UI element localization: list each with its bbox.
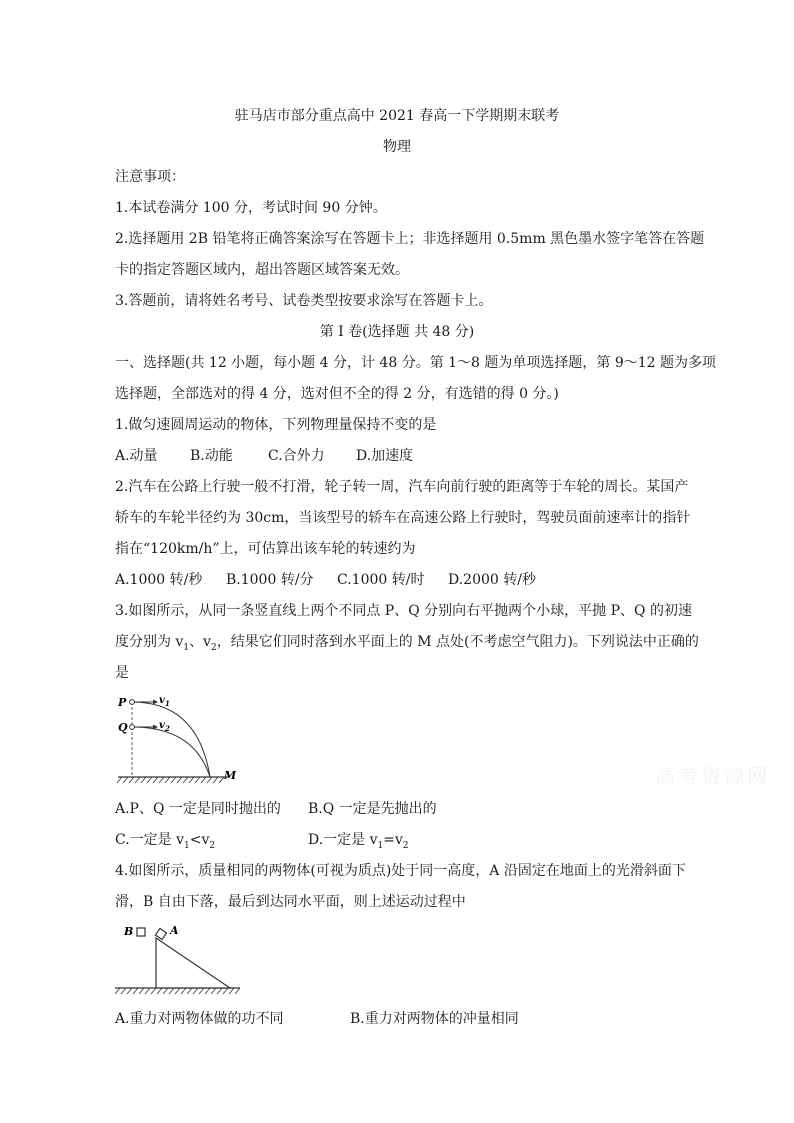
q3-option-a: A.P、Q 一定是同时抛出的 [115, 801, 281, 817]
q3-option-d-text: D.一定是 v [308, 832, 378, 848]
ground-hatch [115, 988, 240, 994]
block-b [137, 928, 145, 936]
q1-option-c: C.合外力 [268, 448, 325, 464]
q3-line-2-text-c: ，结果它们同时落到水平面上的 M 点处(不考虑空气阻力)。下列说法中正确的 [216, 634, 699, 650]
trajectory-q [132, 727, 210, 777]
note-item-3: 3.答题前，请将姓名考号、试卷类型按要求涂写在答题卡上。 [115, 293, 493, 309]
projectile-figure [110, 690, 250, 790]
q1-option-d: D.加速度 [356, 448, 414, 464]
section-intro-line-1: 一、选择题(共 12 小题，每小题 4 分，计 48 分。第 1～8 题为单项选择题，第 9～12 题为多项 [115, 355, 717, 371]
q3-line-2-text-b: 、v [189, 634, 212, 650]
q3-line-2-text-a: 度分别为 v [115, 634, 184, 650]
block-a [155, 928, 166, 939]
trajectory-p [132, 702, 210, 777]
exam-title: 驻马店市部分重点高中 2021 春高一下学期期末联考 [234, 108, 560, 124]
q2-option-c: C.1000 转/时 [337, 572, 425, 588]
label-m: M [224, 769, 237, 782]
label-a: A [170, 924, 179, 937]
note-item-1: 1.本试卷满分 100 分，考试时间 90 分钟。 [115, 200, 387, 216]
ball-q [130, 725, 135, 730]
q1-option-a: A.动量 [115, 448, 158, 464]
q3-option-c-relation: <v [189, 832, 210, 848]
section-intro-line-2: 选择题，全部选对的得 4 分，选对但不全的得 2 分，有选错的得 0 分。) [115, 386, 559, 402]
label-v1: v [159, 695, 165, 706]
q3-option-d-sub-1: 1 [377, 840, 384, 851]
q3-option-b: B.Q 一定是先抛出的 [308, 801, 437, 817]
watermark: 高考资源网 [655, 764, 770, 788]
q3-option-d-relation: =v [383, 832, 403, 848]
q2-option-b: B.1000 转/分 [226, 572, 314, 588]
label-q: Q [118, 721, 128, 734]
q3-line-3: 是 [115, 665, 129, 681]
ground-hatch [117, 777, 224, 783]
arrowhead-v1 [153, 700, 158, 705]
note-item-2-line-1: 2.选择题用 2B 铅笔将正确答案涂写在答题卡上；非选择题用 0.5mm 黑色墨水签字笔答在答题 [115, 231, 705, 247]
q3-line-1: 3.如图所示，从同一条竖直线上两个不同点 P、Q 分别向右平抛两个小球，平抛 P、Q 的初速 [115, 603, 692, 619]
q4-option-a: A.重力对两物体做的功不同 [115, 1011, 284, 1027]
q1-option-b: B.动能 [190, 448, 233, 464]
q2-option-a: A.1000 转/秒 [115, 572, 203, 588]
q3-line-2 [115, 633, 699, 657]
note-item-2-line-2: 卡的指定答题区域内，超出答题区域答案无效。 [115, 262, 409, 278]
q3-option-d-sub-2: 2 [402, 840, 409, 851]
q4-option-b: B.重力对两物体的冲量相同 [350, 1011, 519, 1027]
q2-option-d: D.2000 转/秒 [448, 572, 536, 588]
q3-option-c-sub-2: 2 [209, 840, 216, 851]
q3-option-c-text: C.一定是 v [115, 832, 185, 848]
q3-option-c-sub-1: 1 [184, 840, 190, 851]
notes-heading: 注意事项： [115, 169, 185, 185]
label-v1-sub: 1 [165, 699, 170, 708]
q2-line-1: 2.汽车在公路上行驶一般不打滑，轮子转一周，汽车向前行驶的距离等于车轮的周长。某国产 [115, 479, 689, 495]
label-v2: v [159, 720, 165, 731]
q3-option-c [115, 831, 215, 855]
section-title: 第 I 卷(选择题 共 48 分) [319, 324, 475, 340]
label-v2-sub: 2 [165, 724, 170, 733]
q2-line-3: 指在“120km/h”上，可估算出该车轮的转速约为 [115, 541, 416, 557]
label-b: B [124, 925, 134, 938]
q1-stem: 1.做匀速圆周运动的物体，下列物理量保持不变的是 [115, 417, 437, 433]
q3-sub-1: 1 [183, 642, 190, 653]
subject-title: 物理 [383, 139, 411, 155]
incline [156, 938, 230, 988]
ball-p [130, 700, 135, 705]
q2-line-2: 轿车的车轮半径约为 30cm，当该型号的轿车在高速公路上行驶时，驾驶员面前速率计的指针 [115, 510, 691, 526]
q4-line-1: 4.如图所示，质量相同的两物体(可视为质点)处于同一高度，A 沿固定在地面上的光滑斜面下 [115, 863, 686, 879]
q3-sub-2: 2 [211, 642, 217, 653]
label-p: P [118, 696, 127, 709]
incline-figure [110, 918, 250, 998]
q3-option-d [308, 831, 409, 855]
q4-line-2: 滑，B 自由下落，最后到达同水平面，则上述运动过程中 [115, 894, 466, 910]
